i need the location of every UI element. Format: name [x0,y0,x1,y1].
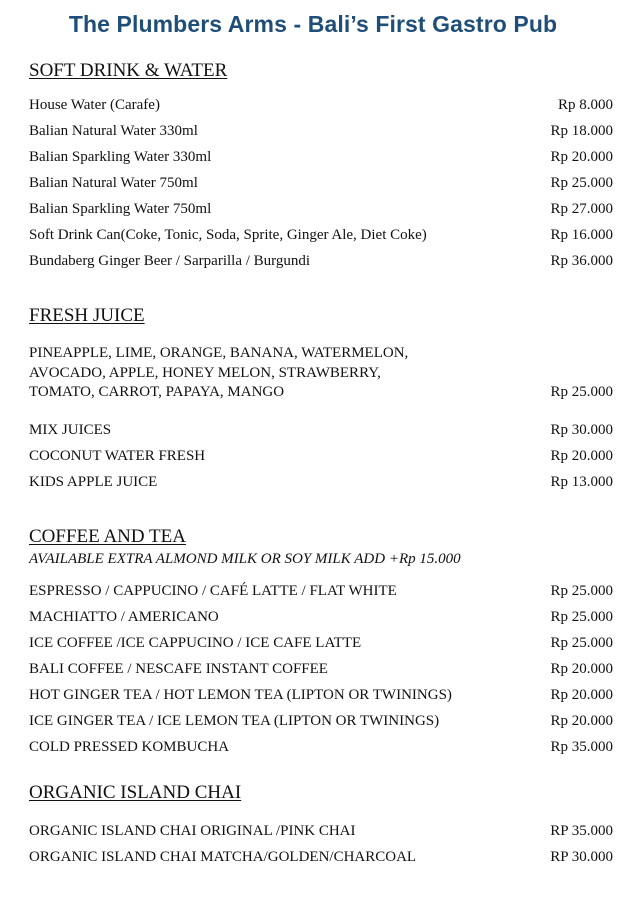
item-name: ICE COFFEE /ICE CAPPUCINO / ICE CAFE LATTE [29,635,362,651]
item-name: KIDS APPLE JUICE [29,473,158,490]
fruit-line: PINEAPPLE, LIME, ORANGE, BANANA, WATERMELON, [29,345,409,361]
item-price: Rp 20.000 [550,713,613,729]
chai-list [29,815,613,867]
item-price: Rp 8.000 [557,97,613,113]
menu-item [29,731,613,757]
item-price: Rp 18.000 [550,123,613,139]
fresh-juice-heading: FRESH JUICE [29,305,145,326]
item-name: Balian Natural Water 330ml [29,123,198,139]
chai-heading: ORGANIC ISLAND CHAI [29,782,242,803]
fruit-list [29,344,408,403]
item-price: Rp 20.000 [550,447,613,464]
menu-item [29,167,613,193]
item-price: Rp 27.000 [550,201,613,217]
item-price: Rp 20.000 [550,661,613,677]
item-price: RP 35.000 [550,823,613,839]
menu-item [29,679,613,705]
menu-title: The Plumbers Arms - Bali’s First Gastro Pub [68,11,558,37]
soft-drinks-heading: SOFT DRINK & WATER [29,60,228,81]
chai-section [29,782,613,867]
menu-item [29,219,613,245]
item-price: Rp 20.000 [550,149,613,165]
soft-drinks-list [29,89,613,271]
coffee-tea-list [29,575,613,757]
menu-item [29,841,613,867]
menu-item [29,115,613,141]
soft-drinks-section [29,60,613,271]
fruit-juice-item [29,344,613,403]
item-price: Rp 30.000 [550,421,613,438]
menu-item [29,705,613,731]
fresh-juice-section [29,305,613,492]
menu-item [29,575,613,601]
item-price: RP 30.000 [550,849,613,865]
item-name: Balian Sparkling Water 750ml [29,201,212,217]
menu-item [29,627,613,653]
fruit-line: AVOCADO, APPLE, HONEY MELON, STRAWBERRY, [29,364,381,381]
item-name: COCONUT WATER FRESH [29,447,206,464]
item-price: Rp 25.000 [550,583,613,599]
item-name: Balian Natural Water 750ml [29,175,198,191]
item-name: ORGANIC ISLAND CHAI MATCHA/GOLDEN/CHARCOAL [29,849,417,865]
milk-note: AVAILABLE EXTRA ALMOND MILK OR SOY MILK ADD +Rp 15.000 [29,551,461,567]
menu-item [29,440,613,466]
menu-item [29,245,613,271]
menu-item [29,89,613,115]
fruit-line: TOMATO, CARROT, PAPAYA, MANGO [29,384,285,400]
item-name: MACHIATTO / AMERICANO [29,609,219,625]
item-price: Rp 35.000 [550,739,613,755]
item-price: Rp 25.000 [550,635,613,651]
menu-item [29,815,613,841]
menu-item [29,466,613,492]
item-price: Rp 36.000 [550,253,613,269]
menu-item [29,653,613,679]
item-name: Bundaberg Ginger Beer / Sarparilla / Burgundi [29,253,311,269]
fresh-juice-list [29,414,613,492]
item-name: ICE GINGER TEA / ICE LEMON TEA (LIPTON OR TWININGS) [29,713,440,729]
item-name: COLD PRESSED KOMBUCHA [29,739,230,755]
menu-item [29,193,613,219]
item-price: Rp 20.000 [550,687,613,703]
item-name: ESPRESSO / CAPPUCINO / CAFÉ LATTE / FLAT WHITE [29,583,397,599]
menu-item [29,141,613,167]
item-price: Rp 25.000 [550,609,613,625]
item-name: Balian Sparkling Water 330ml [29,149,212,165]
item-price: Rp 25.000 [550,175,613,191]
item-price: Rp 16.000 [550,227,613,243]
item-name: Soft Drink Can(Coke, Tonic, Soda, Sprite, Ginger Ale, Diet Coke) [29,227,427,243]
menu-item [29,601,613,627]
item-name: MIX JUICES [29,421,112,438]
item-name: HOT GINGER TEA / HOT LEMON TEA (LIPTON OR TWININGS) [29,687,452,703]
menu-item [29,414,613,440]
item-price: Rp 13.000 [550,473,613,490]
coffee-tea-heading: COFFEE AND TEA [29,526,186,547]
item-price: Rp 25.000 [550,384,613,400]
item-name: BALI COFFEE / NESCAFE INSTANT COFFEE [29,661,328,677]
coffee-tea-section [29,526,613,757]
item-name: ORGANIC ISLAND CHAI ORIGINAL /PINK CHAI [29,823,356,839]
item-name: House Water (Carafe) [29,97,160,113]
